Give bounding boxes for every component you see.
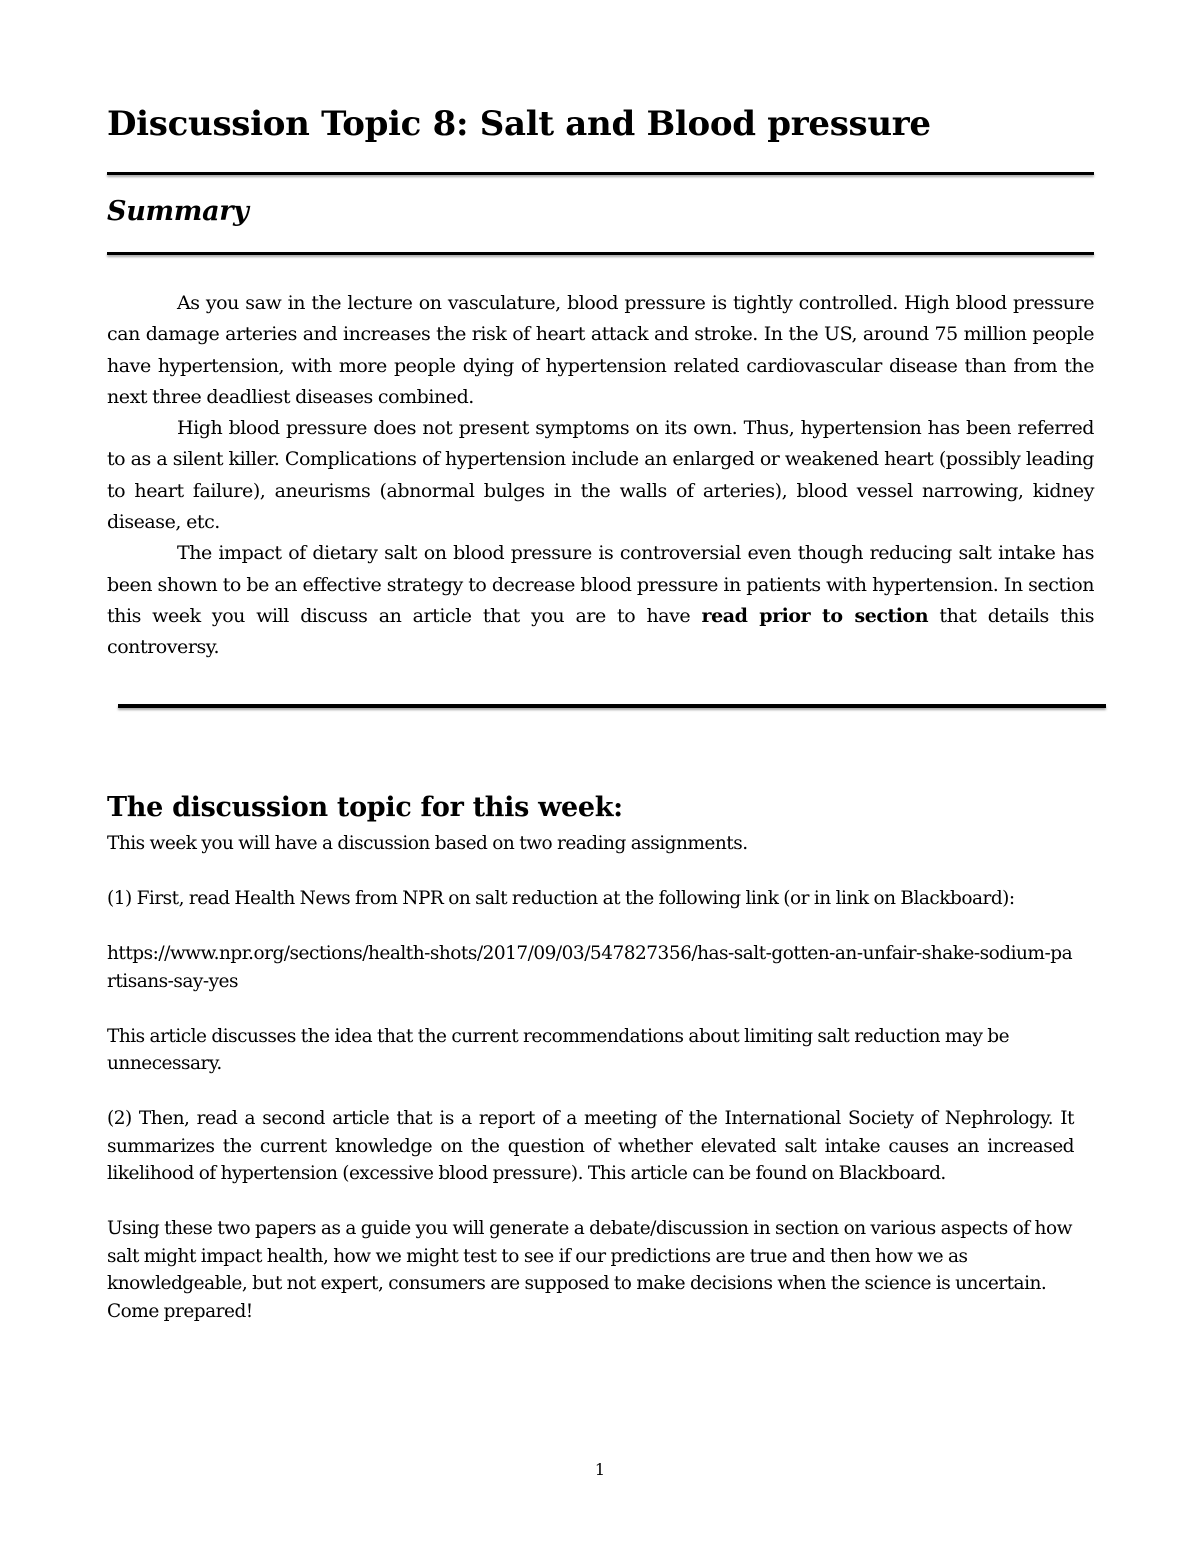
- reading-item-2: (2) Then, read a second article that is a report of a meeting of the International Society of Nephrology. It summarizes the current knowledge on the question of whether elevated salt intake causes an increased likelihood of hypertension (excessive blood pressure). This article can be found on Blackboard.: [107, 1108, 1074, 1184]
- page-number: 1: [594, 1460, 606, 1479]
- summary-paragraph-3-end: that details this controversy.: [107, 604, 1095, 659]
- topic-intro: This week you will have a discussion based on two reading assignments.: [107, 833, 748, 854]
- summary-heading: Summary: [107, 196, 249, 227]
- summary-paragraph-3: [107, 538, 1094, 663]
- topic-section: [107, 830, 1074, 1353]
- title-divider: [107, 172, 1094, 175]
- reading-item-1: (1) First, read Health News from NPR on salt reduction at the following link (or in link on Blackboard):: [107, 888, 1015, 909]
- document-title: Discussion Topic 8: Salt and Blood pressure: [107, 104, 931, 144]
- closing-paragraph: Using these two papers as a guide you will generate a debate/discussion in section on various aspects of how salt might impact health, how we might test to see if our predictions are true and then how we as knowledgeable, but not expert, consumers are supposed to make decisions when the science is uncertain. Come prepared!: [107, 1218, 1072, 1322]
- summary-divider: [107, 252, 1094, 255]
- summary-paragraph-1: As you saw in the lecture on vasculature, blood pressure is tightly controlled. High blood pressure can damage arteries and increases the risk of heart attack and stroke. In the US, around 75 million people have hypertension, with more people dying of hypertension related cardiovascular disease than from the next three deadliest diseases combined.: [107, 292, 1094, 408]
- topic-heading: The discussion topic for this week:: [107, 792, 623, 823]
- summary-paragraph-2: High blood pressure does not present symptoms on its own. Thus, hypertension has been referred to as a silent killer. Complications of hypertension include an enlarged or weakened heart (possibly leading to heart failure), aneurisms (abnormal bulges in the walls of arteries), blood vessel narrowing, kidney disease, etc.: [107, 417, 1094, 534]
- npr-article-link[interactable]: https://www.npr.org/sections/health-shots/2017/09/03/547827356/has-salt-gotten-an-unfair-shake-sodium-partisans-say-yes: [107, 943, 1073, 992]
- summary-section: [107, 288, 1094, 664]
- reading-item-1-note: This article discusses the idea that the current recommendations about limiting salt reduction may be unnecessary.: [107, 1025, 1010, 1074]
- section-divider: [118, 704, 1106, 708]
- summary-paragraph-3-text: The impact of dietary salt on blood pressure is controversial even though reducing salt intake has been shown to be an effective strategy to decrease blood pressure in patients with hypertension. In section this week you will discuss an article that you are to have: [107, 542, 1094, 627]
- summary-paragraph-3-emphasis: read prior to section: [701, 604, 929, 627]
